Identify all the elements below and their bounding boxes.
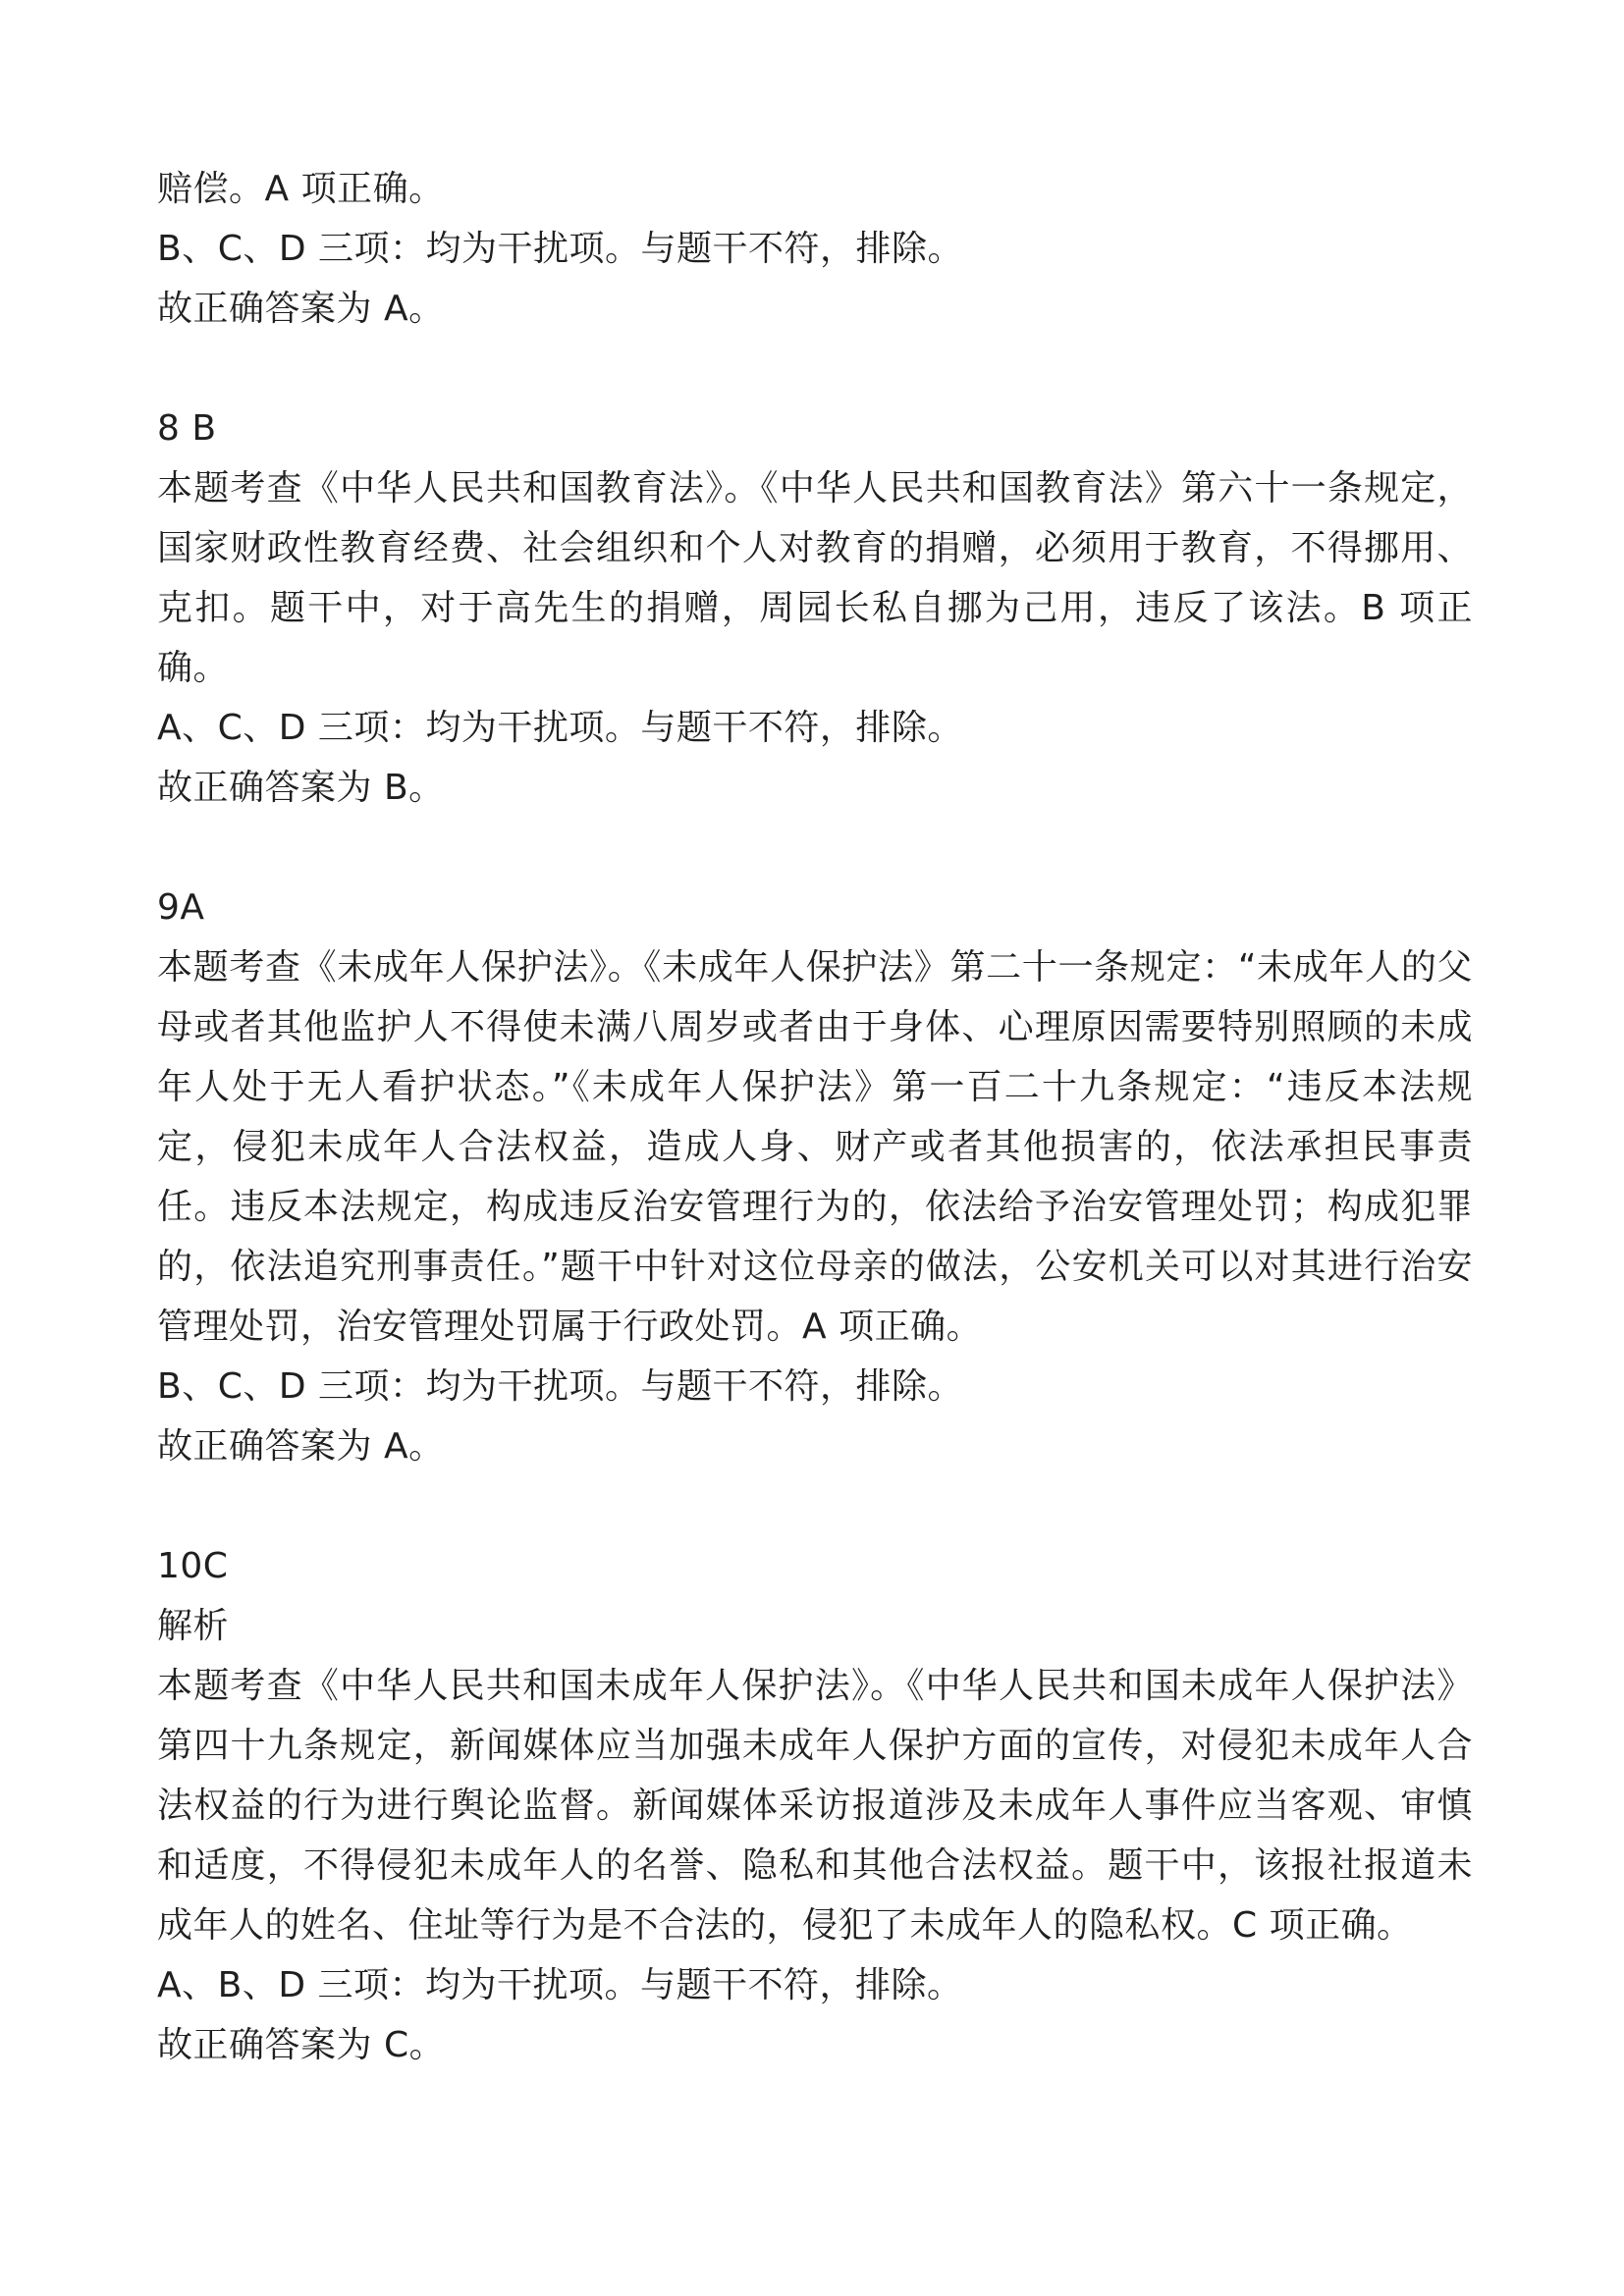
distractor-line: A、B、D 三项：均为干扰项。与题干不符，排除。 <box>157 1965 963 2005</box>
answer-block-7-tail <box>157 159 1473 339</box>
answer-line: 故正确答案为 A。 <box>157 289 445 329</box>
analysis-paragraph: 本题考查《中华人民共和国教育法》。《中华人民共和国教育法》第六十一条规定，国家财政性教育经费、社会组织和个人对教育的捐赠，必须用于教育，不得挪用、克扣。题干中，对于高先生的捐赠，周园长私自挪为己用，违反了该法。B 项正确。 <box>157 468 1473 688</box>
block-spacer <box>157 818 1473 878</box>
question-number-heading: 10C <box>157 1546 229 1586</box>
analysis-paragraph: 本题考查《中华人民共和国未成年人保护法》。《中华人民共和国未成年人保护法》第四十九条规定，新闻媒体应当加强未成年人保护方面的宣传，对侵犯未成年人合法权益的行为进行舆论监督。新闻媒体采访报道涉及未成年人事件应当客观、审慎和适度，不得侵犯未成年人的名誉、隐私和其他合法权益。题干中，该报社报道未成年人的姓名、住址等行为是不合法的，侵犯了未成年人的隐私权。C 项正确。 <box>157 1666 1473 1946</box>
question-number-heading: 8 B <box>157 408 217 449</box>
answer-line: 故正确答案为 A。 <box>157 1426 445 1467</box>
document-page <box>157 159 1473 2075</box>
answer-block-9 <box>157 878 1473 1476</box>
distractor-line: B、C、D 三项：均为干扰项。与题干不符，排除。 <box>157 229 963 269</box>
answer-line: 故正确答案为 B。 <box>157 768 445 808</box>
answer-block-10 <box>157 1536 1473 2075</box>
question-number-heading: 9A <box>157 887 205 928</box>
distractor-line: B、C、D 三项：均为干扰项。与题干不符，排除。 <box>157 1366 963 1407</box>
analysis-subheading: 解析 <box>157 1606 230 1646</box>
block-spacer <box>157 1476 1473 1536</box>
answer-block-8 <box>157 399 1473 818</box>
block-spacer <box>157 339 1473 399</box>
distractor-line: A、C、D 三项：均为干扰项。与题干不符，排除。 <box>157 708 963 748</box>
answer-line: 故正确答案为 C。 <box>157 2025 446 2065</box>
analysis-line: 赔偿。A 项正确。 <box>157 169 445 209</box>
analysis-paragraph: 本题考查《未成年人保护法》。《未成年人保护法》第二十一条规定：“未成年人的父母或者其他监护人不得使未满八周岁或者由于身体、心理原因需要特别照顾的未成年人处于无人看护状态。”《未成年人保护法》第一百二十九条规定：“违反本法规定，侵犯未成年人合法权益，造成人身、财产或者其他损害的，依法承担民事责任。违反本法规定，构成违反治安管理行为的，依法给予治安管理处罚；构成犯罪的，依法追究刑事责任。”题干中针对这位母亲的做法，公安机关可以对其进行治安管理处罚，治安管理处罚属于行政处罚。A 项正确。 <box>157 947 1473 1347</box>
